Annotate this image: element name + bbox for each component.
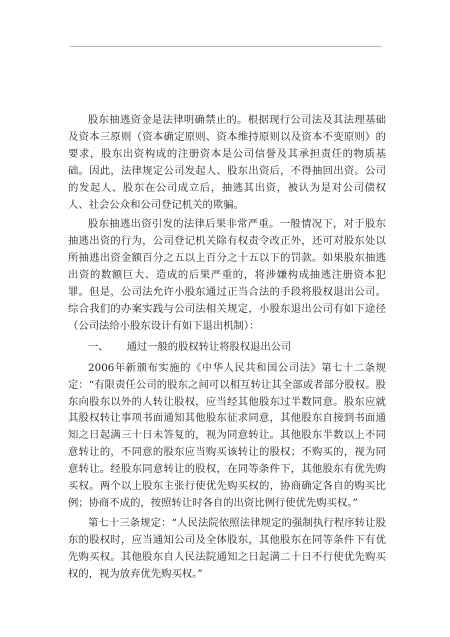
section-title: 通过一般的股权转让将股权退出公司 <box>126 340 292 353</box>
section-number: 一、 <box>88 340 109 353</box>
paragraph-article-73: 第七十三条规定：“人民法院依照法律规定的强制执行程序转让股东的股权时，应当通知公司及全体股东，其他股东在同等条件下有优先购买权。其他股东自人民法院通知之日起满二十日不行使优先购买权的，视为放弃优先购买权。” <box>68 516 386 580</box>
paragraph-legal-consequences: 股东抽逃出资引发的法律后果非常严重。一般情况下，对于股东抽逃出资的行为，公司登记机关除有权责令改正外，还可对股东处以所抽逃出资金额百分之五以上百分之十五以下的罚款。如果股东抽逃出资的数额巨大、造成的后果严重的，将涉嫌构成抽逃注册资本犯罪。但是，公司法允许小股东通过正当合法的手段将股权退出公司。综合我们的办案实践与公司法相关规定，小股东退出公司有如下途径（公司法给小股东设计有如下退出机制）： <box>68 218 386 332</box>
document-body <box>68 112 386 582</box>
paragraph-capital-withdrawal-prohibited: 股东抽逃资金是法律明确禁止的。根据现行公司法及其法理基础及资本三原则（资本确定原则、资本维持原则以及资本不变原则）的要求，股东出资构成的注册资本是公司信誉及其承担责任的物质基础。因此，法律规定公司发起人、股东出资后，不得抽回出资。公司的发起人、股东在公司成立后，抽逃其出资，被认为是对公司债权人、社会公众和公司登记机关的欺骗。 <box>68 114 386 211</box>
paragraph-article-72: 2006年新颁布实施的《中华人民共和国公司法》第七十二条规定：“有限责任公司的股东之间可以相互转让其全部或者部分股权。股东向股东以外的人转让股权，应当经其他股东过半数同意。股东应就其股权转让事项书面通知其他股东征求同意，其他股东自接到书面通知之日起满三十日未答复的，视为同意转让。其他股东半数以上不同意转让的，不同意的股东应当购买该转让的股权；不购买的，视为同意转让。经股东同意转让的股权，在同等条件下，其他股东有优先购买权。两个以上股东主张行使优先购买权的，协商确定各自的购买比例；协商不成的，按照转让时各自的出资比例行使优先购买权。” <box>68 361 386 509</box>
header-rule <box>70 46 382 47</box>
section-heading <box>68 339 386 356</box>
